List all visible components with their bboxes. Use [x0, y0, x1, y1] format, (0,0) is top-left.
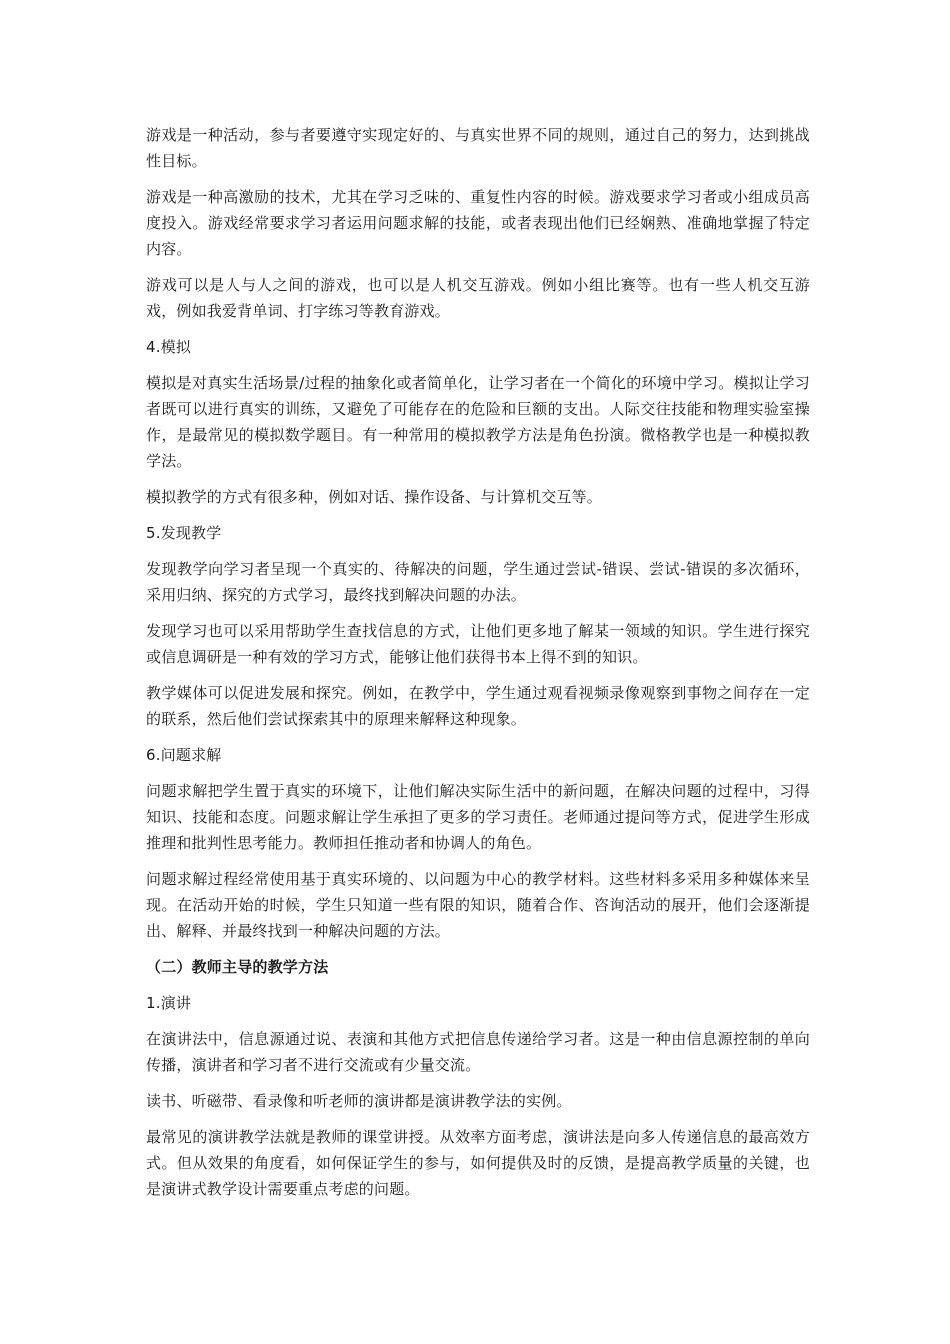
paragraph-lecture-classroom: 最常见的演讲教学法就是教师的课堂讲授。从效率方面考虑，演讲法是向多人传递信息的最高效方式。但从效果的角度看，如何保证学生的参与，如何提供及时的反馈，是提高教学质量的关键，也是演讲式教学设计需要重点考虑的问题。 [146, 1128, 810, 1198]
paragraph-simulation-definition: 模拟是对真实生活场景/过程的抽象化或者简单化，让学习者在一个简化的环境中学习。模拟让学习者既可以进行真实的训练，又避免了可能存在的危险和巨额的支出。人际交往技能和物理实验室操作，是最常见的模拟数学题目。有一种常用的模拟教学方法是角色扮演。微格教学也是一种模拟教学法。 [146, 374, 810, 470]
paragraph-game-motivation: 游戏是一种高激励的技术，尤其在学习乏味的、重复性内容的时候。游戏要求学习者或小组成员高度投入。游戏经常要求学习者运用问题求解的技能，或者表现出他们已经娴熟、准确地掌握了特定内容。 [146, 188, 810, 258]
heading-problem-solving: 6.问题求解 [146, 746, 222, 764]
paragraph-game-types: 游戏可以是人与人之间的游戏，也可以是人机交互游戏。例如小组比赛等。也有一些人机交互游戏，例如我爱背单词、打字练习等教育游戏。 [146, 276, 810, 320]
heading-discovery-teaching: 5.发现教学 [146, 524, 222, 542]
paragraph-discovery-definition: 发现教学向学习者呈现一个真实的、待解决的问题，学生通过尝试-错误、尝试-错误的多次循环，采用归纳、探究的方式学习，最终找到解决问题的办法。 [146, 560, 810, 604]
heading-simulation: 4.模拟 [146, 338, 192, 356]
document-page [146, 122, 810, 1212]
paragraph-problem-solving-materials: 问题求解过程经常使用基于真实环境的、以问题为中心的教学材料。这些材料多采用多种媒体来呈现。在活动开始的时候，学生只知道一些有限的知识，随着合作、咨询活动的展开，他们会逐渐提出、解释、并最终找到一种解决问题的方法。 [146, 870, 810, 940]
paragraph-game-definition: 游戏是一种活动，参与者要遵守实现定好的、与真实世界不同的规则，通过自己的努力，达到挑战性目标。 [146, 126, 810, 170]
paragraph-lecture-definition: 在演讲法中，信息源通过说、表演和其他方式把信息传递给学习者。这是一种由信息源控制的单向传播，演讲者和学习者不进行交流或有少量交流。 [146, 1030, 810, 1074]
paragraph-lecture-examples: 读书、听磁带、看录像和听老师的演讲都是演讲教学法的实例。 [146, 1092, 572, 1110]
paragraph-discovery-information: 发现学习也可以采用帮助学生查找信息的方式，让他们更多地了解某一领域的知识。学生进行探究或信息调研是一种有效的学习方式，能够让他们获得书本上得不到的知识。 [146, 622, 810, 666]
paragraph-problem-solving-definition: 问题求解把学生置于真实的环境下，让他们解决实际生活中的新问题，在解决问题的过程中，习得知识、技能和态度。问题求解让学生承担了更多的学习责任。老师通过提问等方式，促进学生形成推理和批判性思考能力。教师担任推动者和协调人的角色。 [146, 782, 810, 852]
heading-lecture: 1.演讲 [146, 994, 192, 1012]
paragraph-discovery-media: 教学媒体可以促进发展和探究。例如，在教学中，学生通过观看视频录像观察到事物之间存在一定的联系，然后他们尝试探索其中的原理来解释这种现象。 [146, 684, 810, 728]
section-heading-teacher-led: （二）教师主导的教学方法 [146, 958, 329, 976]
paragraph-simulation-methods: 模拟教学的方式有很多种，例如对话、操作设备、与计算机交互等。 [146, 488, 603, 506]
